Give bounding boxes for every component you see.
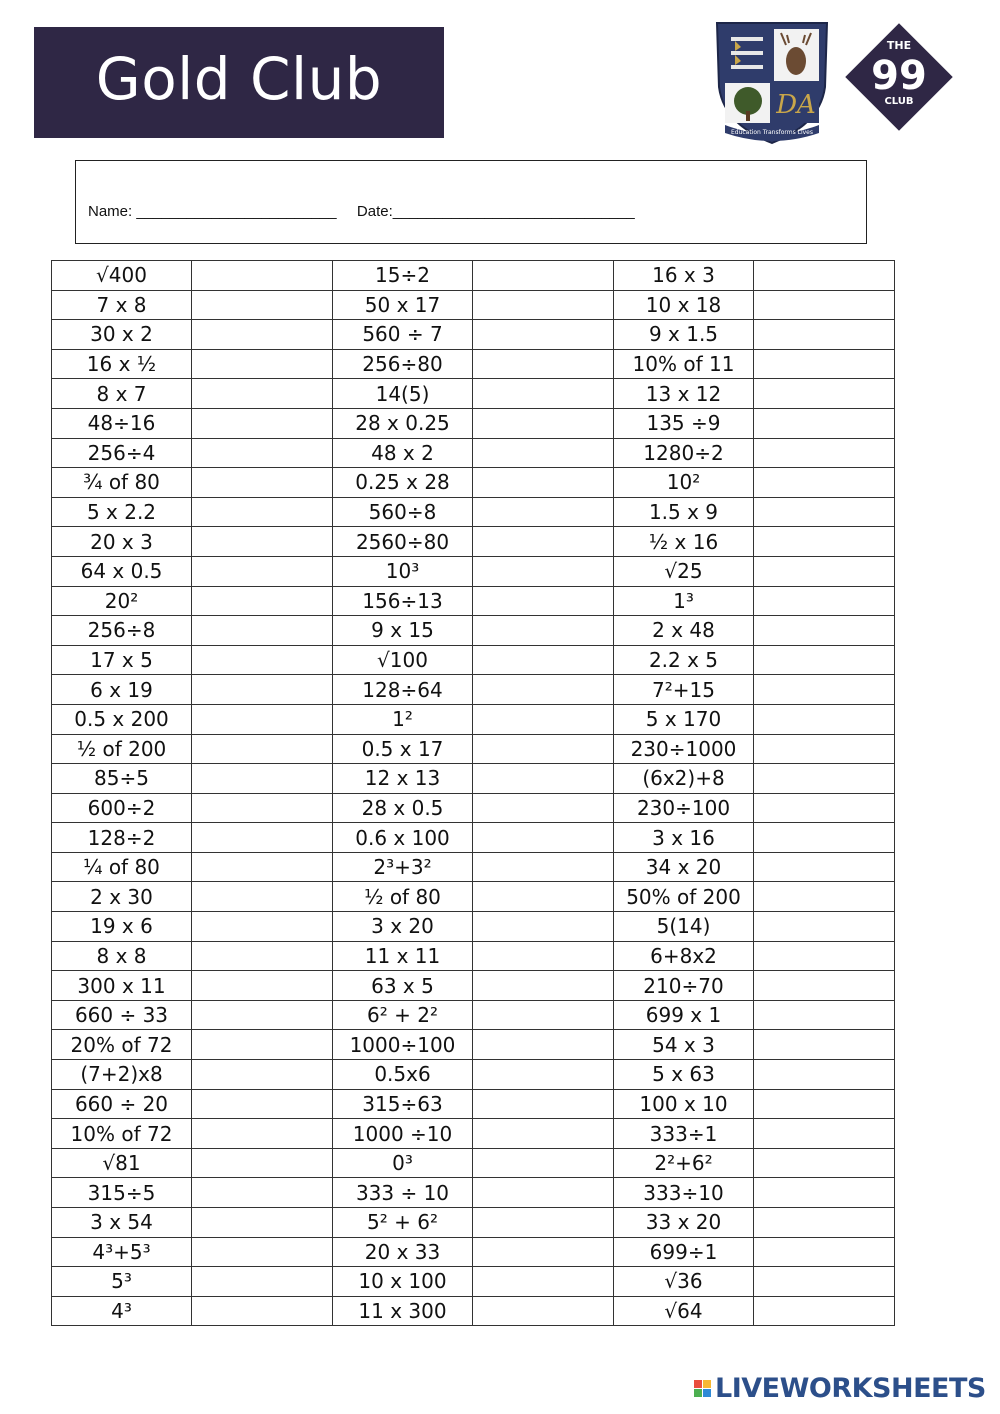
question-cell: 54 x 3 (614, 1030, 754, 1060)
table-row (52, 1296, 895, 1326)
question-cell: 1³ (614, 586, 754, 616)
question-cell: 5 x 170 (614, 704, 754, 734)
question-cell: 16 x ½ (52, 349, 192, 379)
answer-cell[interactable] (192, 349, 333, 379)
answer-cell[interactable] (192, 1060, 333, 1090)
question-cell: 9 x 1.5 (614, 320, 754, 350)
page-title: Gold Club (95, 44, 383, 113)
question-cell: 3 x 20 (333, 912, 473, 942)
question-cell: 20² (52, 586, 192, 616)
question-cell: 30 x 2 (52, 320, 192, 350)
question-cell: 0.25 x 28 (333, 468, 473, 498)
table-row (52, 1119, 895, 1149)
question-cell: 7²+15 (614, 675, 754, 705)
answer-cell[interactable] (473, 468, 614, 498)
answer-cell[interactable] (754, 1237, 895, 1267)
answer-cell[interactable] (473, 616, 614, 646)
question-cell: 560÷8 (333, 497, 473, 527)
answer-cell[interactable] (192, 379, 333, 409)
question-cell: 135 ÷9 (614, 408, 754, 438)
question-cell: ¾ of 80 (52, 468, 192, 498)
table-row (52, 882, 895, 912)
brand-blocks-icon (694, 1380, 711, 1397)
answer-cell[interactable] (473, 497, 614, 527)
question-cell: 2560÷80 (333, 527, 473, 557)
table-row (52, 704, 895, 734)
question-cell: 256÷80 (333, 349, 473, 379)
question-cell: 63 x 5 (333, 971, 473, 1001)
answer-cell[interactable] (473, 764, 614, 794)
answer-cell[interactable] (754, 1267, 895, 1297)
table-row (52, 764, 895, 794)
question-cell: 5 x 63 (614, 1060, 754, 1090)
answer-cell[interactable] (473, 1178, 614, 1208)
name-date-row (88, 203, 635, 220)
table-row (52, 971, 895, 1001)
question-cell: 560 ÷ 7 (333, 320, 473, 350)
question-table (51, 260, 895, 1326)
question-cell: 10² (614, 468, 754, 498)
question-cell: 1000 ÷10 (333, 1119, 473, 1149)
answer-cell[interactable] (473, 645, 614, 675)
answer-cell[interactable] (192, 408, 333, 438)
question-cell: (7+2)x8 (52, 1060, 192, 1090)
answer-cell[interactable] (192, 1030, 333, 1060)
question-cell: 20% of 72 (52, 1030, 192, 1060)
answer-cell[interactable] (473, 852, 614, 882)
table-row (52, 941, 895, 971)
answer-cell[interactable] (192, 468, 333, 498)
answer-cell[interactable] (473, 1296, 614, 1326)
answer-cell[interactable] (473, 438, 614, 468)
question-cell: 11 x 11 (333, 941, 473, 971)
question-cell: ½ of 200 (52, 734, 192, 764)
answer-cell[interactable] (754, 882, 895, 912)
question-cell: 19 x 6 (52, 912, 192, 942)
question-cell: 9 x 15 (333, 616, 473, 646)
table-row (52, 793, 895, 823)
answer-cell[interactable] (192, 320, 333, 350)
answer-cell[interactable] (754, 645, 895, 675)
svg-text:CLUB: CLUB (884, 96, 914, 107)
question-cell: 64 x 0.5 (52, 556, 192, 586)
question-cell: 333 ÷ 10 (333, 1178, 473, 1208)
question-cell: 256÷4 (52, 438, 192, 468)
club-99-logo (841, 19, 957, 135)
question-cell: 14(5) (333, 379, 473, 409)
answer-cell[interactable] (192, 1267, 333, 1297)
question-cell: 300 x 11 (52, 971, 192, 1001)
answer-cell[interactable] (754, 349, 895, 379)
question-cell: 0.5 x 200 (52, 704, 192, 734)
question-cell: 16 x 3 (614, 261, 754, 291)
question-cell: √400 (52, 261, 192, 291)
diamond-logo-icon (841, 19, 957, 135)
answer-cell[interactable] (754, 408, 895, 438)
question-cell: 7 x 8 (52, 290, 192, 320)
answer-cell[interactable] (473, 912, 614, 942)
answer-cell[interactable] (192, 645, 333, 675)
answer-cell[interactable] (754, 1119, 895, 1149)
answer-cell[interactable] (754, 556, 895, 586)
question-cell: 1280÷2 (614, 438, 754, 468)
answer-cell[interactable] (473, 704, 614, 734)
answer-cell[interactable] (473, 379, 614, 409)
answer-cell[interactable] (473, 793, 614, 823)
table-row (52, 1267, 895, 1297)
question-cell: ½ x 16 (614, 527, 754, 557)
answer-cell[interactable] (473, 290, 614, 320)
answer-cell[interactable] (192, 882, 333, 912)
question-cell: 4³ (52, 1296, 192, 1326)
table-row (52, 1000, 895, 1030)
question-cell: 600÷2 (52, 793, 192, 823)
question-cell: 333÷1 (614, 1119, 754, 1149)
answer-cell[interactable] (192, 1296, 333, 1326)
table-row (52, 408, 895, 438)
answer-cell[interactable] (192, 1178, 333, 1208)
date-field[interactable]: _____________________________ (392, 203, 635, 220)
table-row (52, 912, 895, 942)
table-row (52, 1237, 895, 1267)
question-cell: 2 x 48 (614, 616, 754, 646)
question-cell: 0.5x6 (333, 1060, 473, 1090)
answer-cell[interactable] (754, 497, 895, 527)
question-cell: √25 (614, 556, 754, 586)
question-cell: 17 x 5 (52, 645, 192, 675)
answer-cell[interactable] (754, 941, 895, 971)
question-cell: 0.5 x 17 (333, 734, 473, 764)
question-cell: 8 x 8 (52, 941, 192, 971)
answer-cell[interactable] (754, 1296, 895, 1326)
answer-cell[interactable] (754, 1000, 895, 1030)
answer-cell[interactable] (192, 527, 333, 557)
question-cell: 315÷5 (52, 1178, 192, 1208)
answer-cell[interactable] (754, 912, 895, 942)
svg-text:THE: THE (886, 39, 912, 52)
title-banner (34, 27, 444, 138)
question-cell: 10% of 72 (52, 1119, 192, 1149)
answer-cell[interactable] (192, 1148, 333, 1178)
question-cell: 0³ (333, 1148, 473, 1178)
table-row (52, 586, 895, 616)
answer-cell[interactable] (473, 261, 614, 291)
svg-text:99: 99 (871, 53, 927, 99)
answer-cell[interactable] (754, 527, 895, 557)
brand-text: LIVEWORKSHEETS (715, 1373, 986, 1404)
question-cell: 333÷10 (614, 1178, 754, 1208)
answer-cell[interactable] (192, 793, 333, 823)
table-row (52, 1060, 895, 1090)
answer-cell[interactable] (192, 1119, 333, 1149)
table-row (52, 1089, 895, 1119)
question-cell: 12 x 13 (333, 764, 473, 794)
answer-cell[interactable] (192, 586, 333, 616)
question-cell: 8 x 7 (52, 379, 192, 409)
question-cell: 3 x 16 (614, 823, 754, 853)
question-cell: 6 x 19 (52, 675, 192, 705)
question-cell: 48÷16 (52, 408, 192, 438)
question-cell: 28 x 0.5 (333, 793, 473, 823)
answer-cell[interactable] (192, 1237, 333, 1267)
question-cell: 5² + 6² (333, 1208, 473, 1238)
answer-cell[interactable] (192, 852, 333, 882)
table-row (52, 1178, 895, 1208)
question-cell: 20 x 3 (52, 527, 192, 557)
answer-cell[interactable] (473, 823, 614, 853)
answer-cell[interactable] (473, 1148, 614, 1178)
question-cell: 34 x 20 (614, 852, 754, 882)
question-cell: 128÷2 (52, 823, 192, 853)
name-field[interactable]: ________________________ (136, 203, 337, 220)
question-cell: √64 (614, 1296, 754, 1326)
table-row (52, 320, 895, 350)
answer-cell[interactable] (192, 438, 333, 468)
answer-cell[interactable] (192, 261, 333, 291)
answer-cell[interactable] (473, 1208, 614, 1238)
table-row (52, 1148, 895, 1178)
question-cell: 6+8x2 (614, 941, 754, 971)
answer-cell[interactable] (754, 1208, 895, 1238)
question-cell: √100 (333, 645, 473, 675)
question-cell: 6² + 2² (333, 1000, 473, 1030)
question-cell: 10 x 100 (333, 1267, 473, 1297)
table-row (52, 823, 895, 853)
answer-cell[interactable] (473, 1267, 614, 1297)
answer-cell[interactable] (754, 438, 895, 468)
answer-cell[interactable] (754, 823, 895, 853)
name-label: Name: (88, 203, 137, 220)
table-row (52, 675, 895, 705)
question-cell: 699 x 1 (614, 1000, 754, 1030)
svg-text:DA: DA (776, 90, 816, 120)
answer-cell[interactable] (754, 793, 895, 823)
answer-cell[interactable] (473, 586, 614, 616)
answer-cell[interactable] (192, 290, 333, 320)
question-cell: 10 x 18 (614, 290, 754, 320)
table-row (52, 616, 895, 646)
answer-cell[interactable] (473, 1089, 614, 1119)
answer-cell[interactable] (754, 261, 895, 291)
answer-cell[interactable] (473, 941, 614, 971)
question-cell: 2²+6² (614, 1148, 754, 1178)
answer-cell[interactable] (192, 556, 333, 586)
answer-cell[interactable] (473, 1030, 614, 1060)
answer-cell[interactable] (473, 320, 614, 350)
answer-cell[interactable] (473, 527, 614, 557)
question-cell: 699÷1 (614, 1237, 754, 1267)
liveworksheets-brand (694, 1373, 986, 1404)
question-cell: 660 ÷ 20 (52, 1089, 192, 1119)
answer-cell[interactable] (192, 616, 333, 646)
answer-cell[interactable] (192, 971, 333, 1001)
answer-cell[interactable] (754, 616, 895, 646)
answer-cell[interactable] (473, 734, 614, 764)
question-cell: 4³+5³ (52, 1237, 192, 1267)
table-row (52, 556, 895, 586)
question-cell: 2.2 x 5 (614, 645, 754, 675)
table-row (52, 497, 895, 527)
answer-cell[interactable] (192, 912, 333, 942)
question-cell: 660 ÷ 33 (52, 1000, 192, 1030)
table-row (52, 734, 895, 764)
question-cell: 128÷64 (333, 675, 473, 705)
question-cell: 1000÷100 (333, 1030, 473, 1060)
question-cell: 5 x 2.2 (52, 497, 192, 527)
table-row (52, 261, 895, 291)
name-date-box (75, 160, 867, 244)
table-row (52, 852, 895, 882)
answer-cell[interactable] (754, 675, 895, 705)
table-row (52, 379, 895, 409)
answer-cell[interactable] (473, 1119, 614, 1149)
question-cell: √36 (614, 1267, 754, 1297)
question-cell: 1² (333, 704, 473, 734)
question-cell: 256÷8 (52, 616, 192, 646)
answer-cell[interactable] (473, 1000, 614, 1030)
answer-cell[interactable] (192, 1089, 333, 1119)
answer-cell[interactable] (754, 320, 895, 350)
question-cell: 50% of 200 (614, 882, 754, 912)
answer-cell[interactable] (192, 675, 333, 705)
answer-cell[interactable] (473, 971, 614, 1001)
answer-cell[interactable] (473, 556, 614, 586)
answer-cell[interactable] (192, 823, 333, 853)
answer-cell[interactable] (473, 1237, 614, 1267)
answer-cell[interactable] (192, 764, 333, 794)
answer-cell[interactable] (192, 497, 333, 527)
question-cell: 10% of 11 (614, 349, 754, 379)
question-cell: 20 x 33 (333, 1237, 473, 1267)
question-cell: 3 x 54 (52, 1208, 192, 1238)
answer-cell[interactable] (754, 379, 895, 409)
answer-cell[interactable] (473, 408, 614, 438)
svg-text:Education Transforms Lives: Education Transforms Lives (730, 129, 814, 136)
question-cell: 1.5 x 9 (614, 497, 754, 527)
question-cell: 13 x 12 (614, 379, 754, 409)
answer-cell[interactable] (754, 586, 895, 616)
date-label: Date: (356, 203, 393, 220)
table-row (52, 349, 895, 379)
question-cell: 210÷70 (614, 971, 754, 1001)
answer-cell[interactable] (473, 1060, 614, 1090)
question-cell: 100 x 10 (614, 1089, 754, 1119)
crest-icon (711, 17, 833, 147)
question-cell: 50 x 17 (333, 290, 473, 320)
question-cell: ½ of 80 (333, 882, 473, 912)
question-cell: 230÷100 (614, 793, 754, 823)
answer-cell[interactable] (754, 468, 895, 498)
question-cell: 315÷63 (333, 1089, 473, 1119)
question-cell: 2³+3² (333, 852, 473, 882)
table-row (52, 527, 895, 557)
answer-cell[interactable] (192, 1208, 333, 1238)
answer-cell[interactable] (754, 704, 895, 734)
question-cell: 85÷5 (52, 764, 192, 794)
question-cell: 28 x 0.25 (333, 408, 473, 438)
table-row (52, 645, 895, 675)
table-row (52, 290, 895, 320)
question-cell: 48 x 2 (333, 438, 473, 468)
answer-cell[interactable] (192, 1000, 333, 1030)
table-row (52, 1030, 895, 1060)
question-cell: (6x2)+8 (614, 764, 754, 794)
question-cell: 2 x 30 (52, 882, 192, 912)
question-cell: 33 x 20 (614, 1208, 754, 1238)
answer-cell[interactable] (754, 734, 895, 764)
answer-cell[interactable] (754, 1089, 895, 1119)
question-cell: 5(14) (614, 912, 754, 942)
school-crest (711, 17, 833, 147)
question-cell: 15÷2 (333, 261, 473, 291)
answer-cell[interactable] (754, 764, 895, 794)
answer-cell[interactable] (754, 1060, 895, 1090)
answer-cell[interactable] (754, 852, 895, 882)
answer-cell[interactable] (192, 941, 333, 971)
answer-cell[interactable] (192, 734, 333, 764)
answer-cell[interactable] (192, 704, 333, 734)
table-row (52, 1208, 895, 1238)
answer-cell[interactable] (473, 675, 614, 705)
question-cell: 10³ (333, 556, 473, 586)
answer-cell[interactable] (754, 1148, 895, 1178)
answer-cell[interactable] (754, 1178, 895, 1208)
answer-cell[interactable] (754, 1030, 895, 1060)
question-cell: 156÷13 (333, 586, 473, 616)
table-row (52, 438, 895, 468)
answer-cell[interactable] (473, 349, 614, 379)
answer-cell[interactable] (754, 971, 895, 1001)
question-cell: 230÷1000 (614, 734, 754, 764)
table-row (52, 468, 895, 498)
question-cell: 5³ (52, 1267, 192, 1297)
question-cell: ¼ of 80 (52, 852, 192, 882)
question-cell: √81 (52, 1148, 192, 1178)
question-cell: 11 x 300 (333, 1296, 473, 1326)
answer-cell[interactable] (754, 290, 895, 320)
question-cell: 0.6 x 100 (333, 823, 473, 853)
answer-cell[interactable] (473, 882, 614, 912)
